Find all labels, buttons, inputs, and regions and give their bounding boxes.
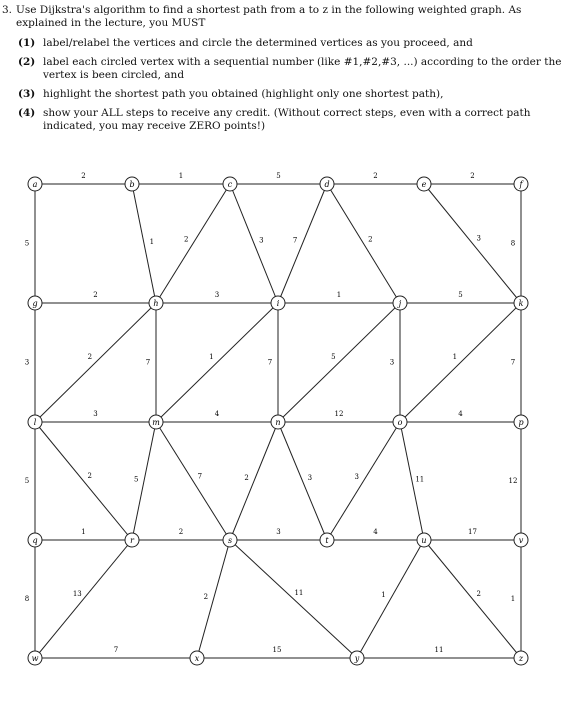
vertex-t <box>320 533 334 547</box>
instruction-number: (2) <box>18 56 36 68</box>
instruction-number: (3) <box>18 88 36 100</box>
weighted-graph <box>0 160 577 703</box>
vertex-label: s <box>227 536 233 545</box>
vertex-q <box>28 533 42 547</box>
edge-weight: 2 <box>368 235 373 244</box>
edge-weight: 3 <box>476 234 481 243</box>
edge-s-y <box>230 540 357 658</box>
vertex-label: w <box>31 654 39 663</box>
edge-weight: 5 <box>276 172 281 180</box>
edge-weight: 3 <box>259 236 264 245</box>
vertex-n <box>271 415 285 429</box>
vertex-j <box>393 296 407 310</box>
edge-r-w <box>35 540 132 658</box>
edge-weight: 3 <box>214 291 220 299</box>
edge-weight: 4 <box>214 410 220 418</box>
edge-u-z <box>424 540 521 658</box>
vertex-label: o <box>397 418 403 427</box>
vertex-label: i <box>276 299 280 308</box>
vertex-b <box>125 177 139 191</box>
vertex-label: k <box>518 299 524 308</box>
vertex-label: j <box>398 299 402 308</box>
vertex-label: e <box>421 180 427 189</box>
instruction-text: label/relabel the vertices and circle the determined vertices as you proceed, and <box>43 37 473 49</box>
vertex-h <box>149 296 163 310</box>
edge-weight: 7 <box>113 646 119 654</box>
vertex-label: n <box>275 418 281 427</box>
edge-weight: 1 <box>209 352 214 361</box>
problem-number: 3. <box>2 4 13 16</box>
edge-weight: 3 <box>354 472 359 481</box>
vertex-label: y <box>354 654 360 663</box>
vertex-label: c <box>227 180 233 189</box>
instruction-list <box>2 37 568 133</box>
edge-weight: 5 <box>458 291 463 299</box>
instruction-item <box>18 56 568 82</box>
vertex-l <box>28 415 42 429</box>
instruction-number: (4) <box>18 107 36 119</box>
vertex-p <box>514 415 528 429</box>
instruction-item <box>18 88 568 101</box>
edge-weight: 1 <box>149 237 155 246</box>
instruction-text: highlight the shortest path you obtained (highlight only one shortest path), <box>43 88 444 100</box>
vertex-label: f <box>519 180 523 189</box>
vertex-u <box>417 533 431 547</box>
edge-weight: 7 <box>510 358 516 367</box>
edge-weight: 7 <box>197 472 203 481</box>
edge-weight: 7 <box>145 358 151 367</box>
vertex-label: r <box>130 536 134 545</box>
problem-intro-text: Use Dijkstra's algorithm to find a shortest path from a to z in the following weighted graph. As explained in the lecture, you MUST <box>16 4 522 29</box>
vertex-r <box>125 533 139 547</box>
edge-weight: 11 <box>415 475 425 484</box>
edge-e-k <box>424 184 521 303</box>
edge-weight: 15 <box>272 646 282 654</box>
edge-weight: 13 <box>72 589 82 598</box>
vertex-x <box>190 651 204 665</box>
edge-weight: 5 <box>133 475 139 484</box>
edge-u-y <box>357 540 424 658</box>
edge-weight: 1 <box>381 591 386 599</box>
edge-weight: 2 <box>93 291 98 299</box>
edge-weight: 5 <box>24 477 30 485</box>
vertex-label: h <box>153 299 159 308</box>
edge-m-s <box>156 422 230 540</box>
edge-weight: 3 <box>24 358 30 367</box>
edge-weight: 8 <box>510 239 516 248</box>
vertex-label: p <box>518 418 524 427</box>
edge-weight: 4 <box>373 528 378 536</box>
edge-s-x <box>197 540 230 658</box>
edge-weight: 1 <box>178 172 184 180</box>
vertex-label: l <box>33 418 37 427</box>
edge-n-t <box>278 422 327 540</box>
edge-i-m <box>156 303 278 422</box>
edge-weight: 5 <box>24 239 30 248</box>
vertex-f <box>514 177 528 191</box>
vertex-y <box>350 651 364 665</box>
instruction-item <box>18 107 568 133</box>
edge-weight: 5 <box>331 352 336 361</box>
edge-weight: 2 <box>183 235 189 244</box>
vertex-g <box>28 296 42 310</box>
vertex-k <box>514 296 528 310</box>
edge-weight: 3 <box>276 528 281 536</box>
vertex-label: x <box>194 654 200 663</box>
edge-weight: 3 <box>389 358 395 367</box>
vertex-d <box>320 177 334 191</box>
edge-c-i <box>230 184 278 303</box>
vertex-label: m <box>152 418 160 427</box>
edge-weight: 3 <box>93 410 98 418</box>
vertex-w <box>28 651 42 665</box>
vertex-s <box>223 533 237 547</box>
edge-d-j <box>327 184 400 303</box>
edge-weight: 4 <box>458 410 463 418</box>
vertex-z <box>514 651 528 665</box>
vertex-v <box>514 533 528 547</box>
edge-weight: 2 <box>476 589 481 598</box>
vertex-o <box>393 415 407 429</box>
problem-statement <box>2 4 568 139</box>
edge-weight: 2 <box>203 592 209 601</box>
vertex-m <box>149 415 163 429</box>
edge-o-t <box>327 422 400 540</box>
vertex-label: b <box>129 180 135 189</box>
edge-weight: 11 <box>294 589 304 598</box>
vertex-label: t <box>325 536 329 545</box>
edge-weight: 1 <box>336 291 342 299</box>
vertex-c <box>223 177 237 191</box>
vertex-e <box>417 177 431 191</box>
edge-weight: 2 <box>470 172 475 180</box>
vertex-label: z <box>518 654 524 663</box>
vertex-a <box>28 177 42 191</box>
edge-weights-layer <box>25 172 518 654</box>
instruction-number: (1) <box>18 37 36 49</box>
edge-weight: 2 <box>178 528 184 536</box>
vertex-label: a <box>32 180 38 189</box>
edge-k-o <box>400 303 521 422</box>
vertex-i <box>271 296 285 310</box>
vertex-label: v <box>518 536 524 545</box>
edge-weight: 2 <box>244 474 249 482</box>
vertex-label: u <box>421 536 427 545</box>
edge-weight: 8 <box>24 595 30 603</box>
edge-weight: 3 <box>307 473 313 482</box>
edge-weight: 12 <box>334 410 344 418</box>
edge-weight: 2 <box>81 172 86 180</box>
edge-weight: 12 <box>508 477 518 485</box>
vertices-layer <box>28 177 528 665</box>
vertex-label: g <box>32 299 38 308</box>
edge-weight: 1 <box>452 352 458 361</box>
edge-weight: 2 <box>373 172 378 180</box>
edge-l-r <box>35 422 132 540</box>
problem-intro <box>2 4 568 30</box>
edge-weight: 2 <box>87 471 92 480</box>
edge-weight: 2 <box>87 352 93 361</box>
edge-weight: 1 <box>81 528 86 536</box>
edge-weight: 11 <box>434 646 444 654</box>
vertex-label: q <box>32 536 38 545</box>
edge-weight: 1 <box>510 595 516 603</box>
edge-j-n <box>278 303 400 422</box>
instruction-item <box>18 37 568 50</box>
edge-weight: 7 <box>292 236 298 245</box>
instruction-text: show your ALL steps to receive any credit. (Without correct steps, even with a correct path indicated, you may receive ZERO points!) <box>43 107 531 132</box>
edge-weight: 7 <box>267 358 273 367</box>
edge-d-i <box>278 184 327 303</box>
edge-h-l <box>35 303 156 422</box>
edge-c-h <box>156 184 230 303</box>
vertex-label: d <box>324 180 330 189</box>
instruction-text: label each circled vertex with a sequential number (like #1,#2,#3, ...) according to the order the vertex is been circled, and <box>43 56 562 81</box>
edge-n-s <box>230 422 281 540</box>
edge-weight: 17 <box>468 528 477 536</box>
